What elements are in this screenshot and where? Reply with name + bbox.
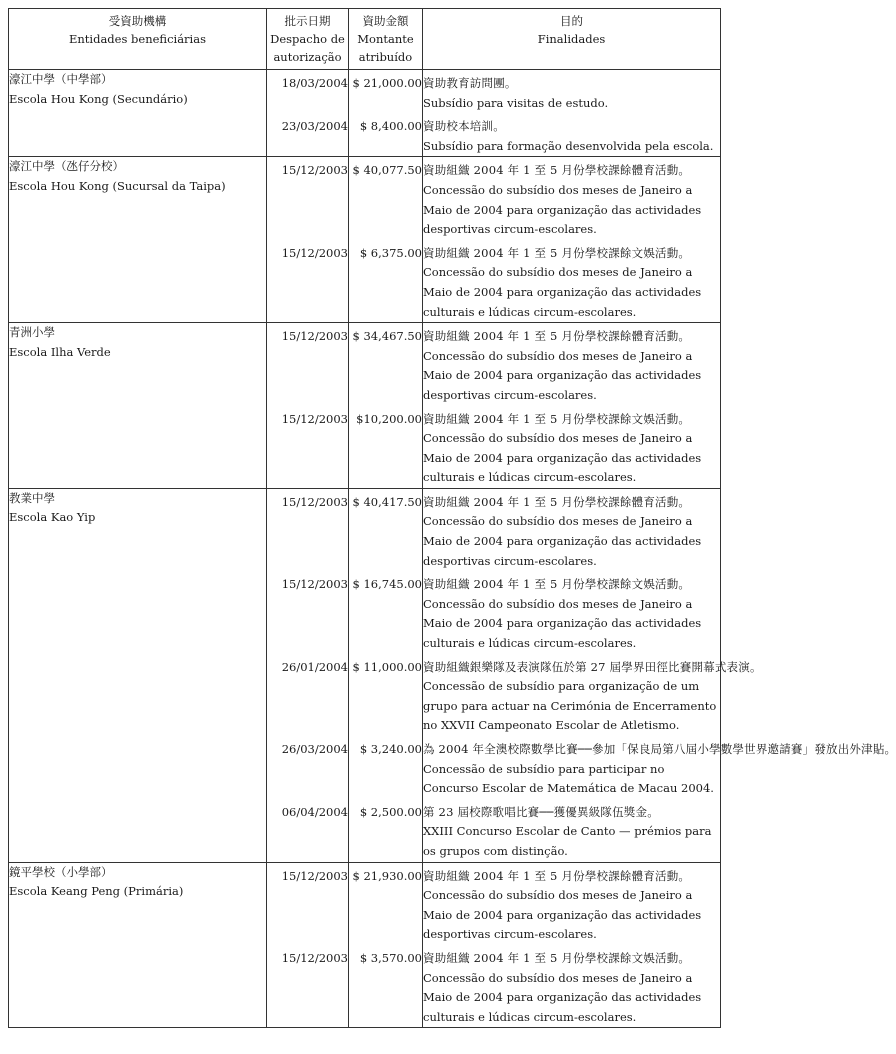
header-entity-zh: 受資助機構 — [108, 14, 167, 28]
grant-date: 15/12/2003 — [281, 494, 348, 509]
grant-date: 15/12/2003 — [281, 245, 348, 260]
table-row — [9, 323, 721, 489]
grant-date: 18/03/2004 — [281, 76, 348, 90]
grant-purpose — [423, 113, 720, 156]
grant-date: 15/12/2003 — [281, 329, 348, 344]
grant-amount: $ 8,400.00 — [359, 119, 422, 134]
table-body — [9, 70, 896, 1028]
table-row — [9, 488, 721, 862]
entity-name-zh: 濠江中學（氹仔分校） — [9, 159, 124, 174]
grant-amount: $ 3,240.00 — [359, 742, 422, 756]
amount-cell — [349, 488, 423, 862]
table-header — [9, 9, 721, 70]
date-cell — [267, 70, 349, 157]
date-cell — [267, 323, 349, 489]
header-amount-zh: 資助金額 — [362, 14, 409, 28]
purpose-zh: 資助組織 2004 年 1 至 5 月份學校課餘文娛活動。 — [423, 950, 691, 965]
purpose-zh: 資助教育訪問團。 — [423, 76, 517, 90]
purpose-zh: 資助組織 2004 年 1 至 5 月份學校課餘文娛活動。 — [423, 411, 691, 426]
grant-date: 06/04/2004 — [281, 804, 348, 819]
grant-purpose — [423, 489, 720, 571]
purpose-cell — [423, 323, 721, 489]
purpose-zh: 資助組織銀樂隊及表演隊伍於第 27 屆學界田徑比賽開幕式表演。 — [423, 659, 762, 674]
grant-date: 15/12/2003 — [281, 411, 348, 426]
header-amount-pt-1: Montante — [357, 32, 414, 46]
purpose-cell — [423, 157, 721, 323]
purpose-pt: Concessão do subsídio dos meses de Janeiro a Maio de 2004 para organização das actividades desportivas circum-escolares. — [423, 514, 702, 568]
entity-name-zh: 教業中學 — [9, 490, 55, 505]
grant-date: 26/01/2004 — [281, 659, 348, 674]
amount-cell — [349, 862, 423, 1028]
grant-purpose — [423, 240, 720, 322]
header-amount — [349, 9, 423, 70]
purpose-pt: Concessão do subsídio dos meses de Janeiro a Maio de 2004 para organização das actividades culturais e lúdicas circum-escolares. — [423, 265, 702, 319]
purpose-pt: Concessão do subsídio dos meses de Janeiro a Maio de 2004 para organização das actividades desportivas circum-escolares. — [423, 182, 702, 237]
entity-name-pt: Escola Hou Kong (Sucursal da Taipa) — [9, 178, 226, 193]
grant-purpose — [423, 157, 720, 239]
purpose-pt: Subsídio para visitas de estudo. — [423, 95, 609, 110]
entity-name-zh: 青洲小學 — [9, 325, 55, 340]
entity-name-zh: 濠江中學（中學部） — [9, 72, 113, 86]
grant-amount: $ 40,077.50 — [352, 163, 422, 178]
grant-date: 26/03/2004 — [281, 742, 348, 756]
grant-purpose — [423, 654, 762, 736]
table-row — [9, 157, 721, 323]
grant-purpose — [423, 70, 720, 113]
purpose-zh: 資助組織 2004 年 1 至 5 月份學校課餘體育活動。 — [423, 329, 691, 344]
amount-cell — [349, 323, 423, 489]
grant-date: 15/12/2003 — [281, 868, 348, 883]
grant-amount: $ 6,375.00 — [359, 245, 422, 260]
header-purpose — [423, 9, 721, 70]
purpose-cell — [423, 862, 721, 1028]
date-cell — [267, 488, 349, 862]
date-cell — [267, 157, 349, 323]
grant-purpose — [423, 863, 720, 945]
header-entity — [9, 9, 267, 70]
entity-cell — [9, 323, 267, 489]
purpose-zh: 資助組織 2004 年 1 至 5 月份學校課餘體育活動。 — [423, 494, 691, 509]
purpose-zh: 第 23 屆校際歌唱比賽──獲優異級隊伍獎金。 — [423, 804, 659, 819]
grant-amount: $ 34,467.50 — [352, 329, 422, 344]
purpose-pt: Concessão do subsídio dos meses de Janeiro a Maio de 2004 para organização das actividades culturais e lúdicas circum-escolares. — [423, 431, 702, 485]
header-purpose-pt: Finalidades — [537, 32, 606, 46]
purpose-pt: Concessão do subsídio dos meses de Janeiro a Maio de 2004 para organização das actividades culturais e lúdicas circum-escolares. — [423, 596, 702, 651]
entity-name-zh: 鏡平學校（小學部） — [9, 864, 113, 879]
entity-cell — [9, 488, 267, 862]
entity-name-pt: Escola Keang Peng (Primária) — [9, 884, 184, 899]
grants-table — [8, 8, 896, 1028]
header-date-zh: 批示日期 — [284, 14, 331, 28]
header-date-pt-2: autorização — [273, 50, 342, 64]
grant-purpose — [423, 736, 896, 799]
purpose-zh: 資助組織 2004 年 1 至 5 月份學校課餘體育活動。 — [423, 868, 691, 883]
date-cell — [267, 862, 349, 1028]
purpose-zh: 資助組織 2004 年 1 至 5 月份學校課餘文娛活動。 — [423, 577, 691, 592]
grant-purpose — [423, 799, 720, 862]
grant-purpose — [423, 571, 720, 653]
purpose-zh: 資助組織 2004 年 1 至 5 月份學校課餘體育活動。 — [423, 163, 691, 178]
grant-amount: $ 21,000.00 — [352, 76, 422, 90]
entity-name-pt: Escola Hou Kong (Secundário) — [9, 91, 188, 106]
header-purpose-zh: 目的 — [560, 14, 583, 28]
purpose-pt: Concessão de subsídio para organização de um grupo para actuar na Cerimónia de Encerramento no XXVII Campeonato Escolar de Atletismo. — [423, 679, 717, 733]
purpose-pt: XXIII Concurso Escolar de Canto — prémios para os grupos com distinção. — [423, 824, 712, 858]
amount-cell — [349, 70, 423, 157]
grant-date: 15/12/2003 — [281, 163, 348, 178]
grant-purpose — [423, 945, 720, 1027]
grant-date: 15/12/2003 — [281, 950, 348, 965]
purpose-pt: Concessão do subsídio dos meses de Janeiro a Maio de 2004 para organização das actividades culturais e lúdicas circum-escolares. — [423, 970, 702, 1024]
grant-amount: $ 21,930.00 — [352, 868, 422, 883]
entity-name-pt: Escola Kao Yip — [9, 510, 96, 525]
purpose-pt: Concessão de subsídio para participar no Concurso Escolar de Matemática de Macau 2004. — [423, 761, 714, 796]
purpose-zh: 資助校本培訓。 — [423, 119, 505, 134]
grant-date: 23/03/2004 — [281, 119, 348, 134]
purpose-cell — [423, 70, 721, 157]
header-date — [267, 9, 349, 70]
entity-cell — [9, 862, 267, 1028]
header-date-pt-1: Despacho de — [270, 32, 345, 46]
grant-purpose — [423, 406, 720, 488]
purpose-pt: Concessão do subsídio dos meses de Janeiro a Maio de 2004 para organização das actividades desportivas circum-escolares. — [423, 348, 702, 402]
entity-cell — [9, 70, 267, 157]
grant-purpose — [423, 323, 720, 405]
purpose-zh: 為 2004 年全澳校際數學比賽──參加「保良局第八屆小學數學世界邀請賽」發放出外津貼。 — [423, 742, 896, 756]
grant-amount: $ 2,500.00 — [359, 804, 422, 819]
grant-amount: $ 40,417.50 — [352, 494, 422, 509]
grant-amount: $10,200.00 — [356, 411, 422, 426]
amount-cell — [349, 157, 423, 323]
purpose-zh: 資助組織 2004 年 1 至 5 月份學校課餘文娛活動。 — [423, 245, 691, 260]
grant-amount: $ 11,000.00 — [352, 659, 422, 674]
entity-cell — [9, 157, 267, 323]
purpose-cell — [423, 488, 896, 862]
table-row — [9, 70, 721, 157]
table-row — [9, 862, 721, 1028]
purpose-pt: Concessão do subsídio dos meses de Janeiro a Maio de 2004 para organização das actividades desportivas circum-escolares. — [423, 888, 702, 942]
header-entity-pt: Entidades beneficiárias — [68, 32, 206, 46]
grant-amount: $ 16,745.00 — [352, 577, 422, 592]
grant-date: 15/12/2003 — [281, 577, 348, 592]
purpose-pt: Subsídio para formação desenvolvida pela escola. — [423, 138, 714, 153]
entity-name-pt: Escola Ilha Verde — [9, 344, 111, 359]
grant-amount: $ 3,570.00 — [359, 950, 422, 965]
header-amount-pt-2: atribuído — [358, 50, 413, 64]
